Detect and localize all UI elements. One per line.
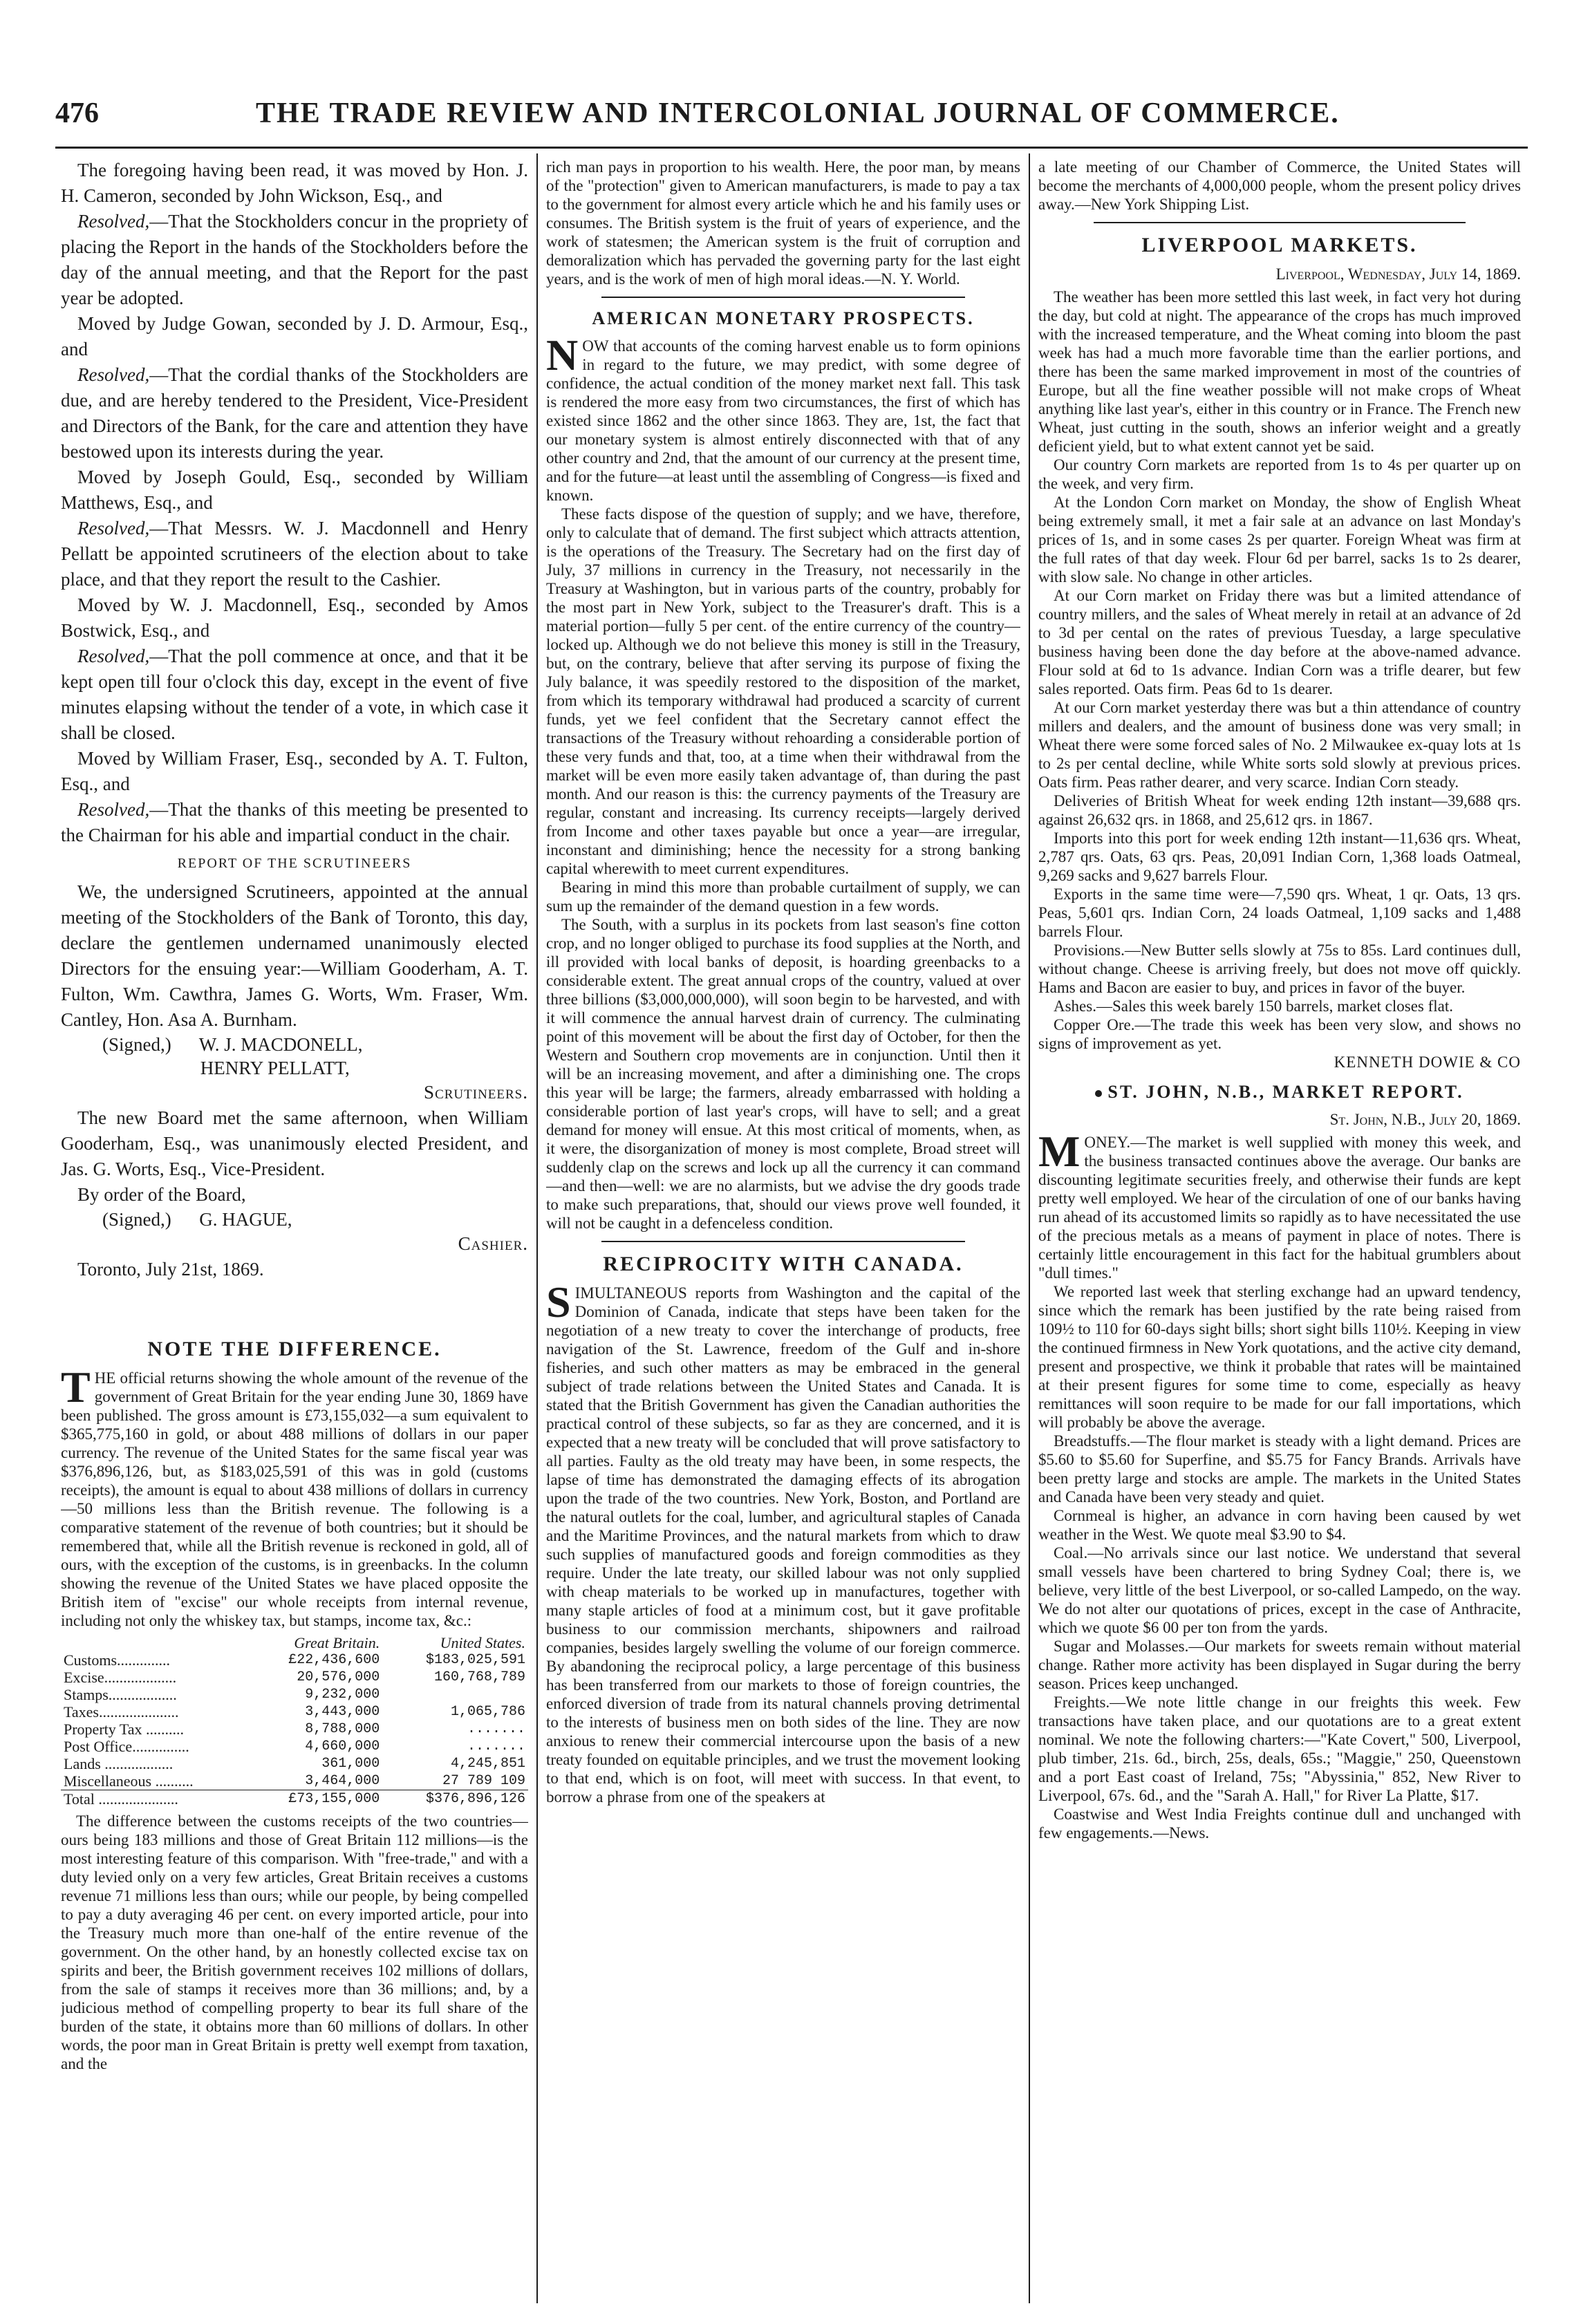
signature-title: Scrutineers. <box>424 1082 528 1103</box>
table-row <box>61 1738 528 1755</box>
total-us: $376,896,126 <box>382 1790 528 1808</box>
row-us: ....... <box>467 1739 525 1754</box>
table-row <box>61 1703 528 1721</box>
paragraph: The South, with a surplus in its pockets from last season's fine cotton crop, and no longer obliged to purchase its food supplies at the North, and ill provided with local banks of deposit, is hoarding greenbacks to a considerable extent. The great annual crops of the country, valued at over three billions ($3,000,000,000), will soon begin to be harvested, and with it will commence the annual harvest drain of currency. The culminating point of this movement will be about the first day of October, for then the Western and Southern crop movements are in conjunction. Until then it will be an increasing movement, and after a diminishing one. The crops this year will be large; the farmers, already embarrassed with holding a considerable portion of last year's crops, will have to sell; and a great demand for money will ensue. At this most critical of moments, when, as it were, the disorganization of money is most complete, Broad street will suddenly clap on the screws and lock up all the currency it can command—and then—well: we are no alarmists, but we advise the dry goods trade to make such preparations, that, should our views prove well founded, it will not be caught in a defenceless condition. <box>546 916 1020 1232</box>
paragraph: We reported last week that sterling exchange had an upward tendency, since which the remark has been justified by the rate being raised from 109½ to 110 for 60-days sight bills; short sight bills 110½. Keeping in view the continued firmness in New York quotations, and the active city demand, present and prospective, we think it probable that rates will be maintained at their present figures for some time to come, especially as heavy remittances will soon require to be made for our fall importations, which will probably be above the average. <box>1038 1283 1521 1431</box>
table-row <box>61 1772 528 1790</box>
row-gb: 4,660,000 <box>305 1739 380 1754</box>
paragraph: Our country Corn markets are reported from 1s to 4s per quarter up on the week, and very firm. <box>1038 456 1521 492</box>
paragraph: Bearing in mind this more than probable curtailment of supply, we can sum up the remainder of the demand question in a few words. <box>546 879 1020 915</box>
paragraph: These facts dispose of the question of supply; and we have, therefore, only to calculate that of demand. The first subject which attracts attention, is the operations of the Treasury. The Secretary had on the first day of July, 37 millions in currency in the Treasury, not necessarily in the Treasury at Washington, but in various parts of the country, probably for the most part in New York, subject to the Treasurer's draft. This is a material portion—fully 5 per cent. of the entire currency of the country—locked up. Although we do not believe this money is still in the Treasury, but, on the contrary, believe that after serving its purpose of fixing the July balance, it was speedily restored to the disposition of the market, from which its temporary withdrawal had produced a scarcity of current funds, yet we feel confident that the Secretary cannot effect the transactions of the Treasury without rehoarding a considerable portion of these very funds and that, too, at a time when their withdrawal from the market will be even more easily taken advantage of, than during the past month. And our reason is this: the currency payments of the Treasury are regular, constant and increasing. Its currency receipts—largely derived from Income and other taxes payable but once a year—are irregular, inconstant and diminishing; hence the necessity for a strong banking capital wherewith to meet current expenditures. <box>546 505 1020 877</box>
paragraph: The difference between the customs receipts of the two countries—ours being 183 millions and those of Great Britain 112 millions—is the most interesting feature of this comparison. With "free-trade," and with a duty levied only on a very few articles, Great Britain receives a customs revenue 71 millions less than ours; while our people, by being compelled to pay a duty averaging 46 per cent. on every imported article, pour into the Treasury much more than one-half of the entire revenue of the government. On the other hand, by an honestly collected excise tax on spirits and beer, the British government receives 102 millions of dollars, from the sale of stamps it receives more than 36 millions; and, by a judicious method of compelling property to bear its full share of the burden of the state, it obtains more than 60 millions of dollars. In other words, the poor man in Great Britain is pretty well exempt from taxation, and the <box>61 1812 528 2072</box>
row-gb: 3,464,000 <box>305 1773 380 1789</box>
signature-name: KENNETH DOWIE & CO <box>1334 1053 1521 1071</box>
paragraph: Coastwise and West India Freights continue dull and unchanged with few engagements.—News. <box>1038 1806 1521 1842</box>
revenue-table <box>61 1634 528 1808</box>
resolution-text: —That Messrs. W. J. Macdonnell and Henry Pellatt be appointed scrutineers of the election about to take place, and that they report the result to the Cashier. <box>61 518 528 590</box>
paragraph: Ashes.—Sales this week barely 150 barrels, market closes flat. <box>1054 997 1454 1015</box>
article-heading <box>1038 1081 1521 1103</box>
paragraph-text: IMULTANEOUS reports from Washington and the capital of the Dominion of Canada, indicate that steps have been taken for the negotiation of a new treaty to cover the interchange of products, free navigation of the St. Lawrence, freedom of the Gulf and in-shore fisheries, and such other matters as may be embraced in the general subject of trade relations between the United States and Canada. It is stated that the British Government has given the Canadian authorities the practical control of these subjects, so far as they are concerned, and it is expected that a new treaty will be concluded that will prove satisfactory to all parties. Faulty as the old treaty may have been, in some respects, the lapse of time has demonstrated the damaging effects of its abrogation upon the trade of the two countries. New York, Boston, and Portland are the natural outlets for the coal, lumber, and agricultural staples of Canada and the Maritime Provinces, and the natural markets from which to draw such supplies of manufactured goods and foreign commodities as they require. Under the late treaty, our skilled labour was not only supplied with cheap materials to be worked up in manufactures, together with many staple articles of food at a minimum cost, but it gave profitable business to our commission merchants, shipowners and railroad companies, besides largely swelling the volume of our foreign commerce. By abandoning the reciprocal policy, a large percentage of this business has been transferred from our markets to those of foreign countries, the enforced diversion of trade from its natural channels proving detrimental to the interests of business men on both sides of the line. They are now anxious to renew their commercial intercourse upon the basis of a new treaty founded on equitable principles, and we trust the movement looking to that end, which is on foot, will meet with success. In that event, to borrow a phrase from one of the speakers at <box>546 1284 1020 1806</box>
paragraph: Moved by William Fraser, Esq., seconded by A. T. Fulton, Esq., and <box>61 748 528 794</box>
resolution-text: —That the cordial thanks of the Stockholders are due, and are hereby tendered to the President, Vice-President and Directors of the Bank, for the care and attention they have bestowed upon its interests during the year. <box>61 364 528 462</box>
paragraph: Exports in the same time were—7,590 qrs. Wheat, 1 qr. Oats, 13 qrs. Peas, 5,601 qrs. Indian Corn, 24 loads Oatmeal, 1,109 sacks and 1,488 barrels Flour. <box>1038 885 1521 940</box>
paragraph: The weather has been more settled this last week, in fact very hot during the day, but cold at night. The appearance of the crops has much improved with the increased temperature, and the Wheat coming into bloom the past week has had a much more favorable time than the earlier portions, and there has been the same marked improvement in most of the countries of Europe, but all the fine weather possible will not make crops of Wheat anything like last year's, either in this country or in France. The French new Wheat, just cutting in the south, shows an inferior weight and a greatly deficient yield, but to what extent cannot yet be said. <box>1038 288 1521 455</box>
row-item: Property Tax .......... <box>64 1721 185 1738</box>
section-rule <box>601 1241 965 1242</box>
row-us: 160,768,789 <box>433 1669 525 1685</box>
paragraph: At our Corn market yesterday there was but a thin attendance of country millers and dealers, and the amount of business done was very small; in Wheat there were some forced sales of No. 2 Milwaukee ex-quay lots at 1s to 2s per cental decline, while White sorts sold slowly at previous prices. Oats firm. Peas rather dearer, and very scarce. Indian Corn steady. <box>1038 699 1521 791</box>
resolution-lead: Resolved, <box>77 364 150 385</box>
paragraph: Coal.—No arrivals since our last notice. We understand that several small vessels have been chartered to bring Sydney Coal; there is, we believe, very little of the best Liverpool, or so-called Lampedo, on the way. We do not alter our quotations of prices, except in the case of Anthracite, which we quote $6 00 per ton from the yards. <box>1038 1544 1521 1636</box>
article-heading-text: ST. JOHN, N.B., MARKET REPORT. <box>1107 1082 1464 1102</box>
table-header <box>61 1634 528 1651</box>
drop-cap: T <box>61 1362 91 1412</box>
paragraph <box>546 1277 1020 1806</box>
row-us: 27 789 109 <box>442 1773 525 1789</box>
paragraph: At our Corn market on Friday there was but a limited attendance of country millers, and the sales of Wheat merely in retail at an advance of 2d to 3d per cental on the rates of previous Tuesday, a large speculative business having been done the day before at the above-named advance. Flour sold at 6d to 1s advance. Indian Corn was a trifle dearer, but few sales reported. Oats firm. Peas 6d to 1s dearer. <box>1038 587 1521 697</box>
paragraph-text: HE official returns showing the whole amount of the revenue of the government of Great Britain for the year ending June 30, 1869 have been published. The gross amount is £73,155,032—a sum equivalent to $365,775,160 in gold, or about 488 millions of dollars in our paper currency. The revenue of the United States for the same fiscal year was $376,896,126, but, as $183,025,591 of this was in gold (customs receipts), the amount is equal to about 438 millions of dollars in currency—50 millions less than the British revenue. The following is a comparative statement of the revenue of both countries; but it should be remembered that, while all the British revenue is reckoned in gold, all of ours, with the exception of the customs, is in greenbacks. In the column showing the revenue of the United States we have placed opposite the British item of "excise" our whole receipts from internal revenue, including not only the whiskey tax, but stamps, income tax, &c.: <box>61 1369 528 1629</box>
signature-line: (Signed,) W. J. MACDONELL, <box>102 1034 363 1055</box>
paragraph-text: ONEY.—The market is well supplied with money this week, and the business transacted continues above the average. Our banks are discounting legitimate securities freely, and otherwise their funds are kept pretty well employed. We hear of the circulation of one of our banks having run ahead of its accustomed limits so rapidly as to have necessitated the use of the precious metals as a means of payment in place of notes. There is certainly little encouragement in this fact for the habitual grumblers about "dull times." <box>1038 1134 1521 1282</box>
article-heading: AMERICAN MONETARY PROSPECTS. <box>592 308 975 328</box>
article-heading: RECIPROCITY WITH CANADA. <box>603 1253 964 1275</box>
resolution <box>61 797 528 848</box>
drop-cap: M <box>1038 1127 1081 1176</box>
resolution <box>61 516 528 592</box>
table-row <box>61 1651 528 1669</box>
row-item: Post Office............... <box>64 1738 189 1755</box>
dateline: Toronto, July 21st, 1869. <box>77 1259 264 1280</box>
column-3 <box>1038 158 1521 1842</box>
paragraph: Imports into this port for week ending 12th instant—11,636 qrs. Wheat, 2,787 qrs. Oats, 63 qrs. Peas, 20,091 Indian Corn, 1,368 loads Oatmeal, 9,269 sacks and 9,627 barrels Flour. <box>1038 830 1521 884</box>
table-header-cell: United States. <box>440 1634 525 1651</box>
paragraph: Sugar and Molasses.—Our markets for sweets remain without material change. Rather more activity has been displayed in Sugar during the berry season. Prices keep unchanged. <box>1038 1638 1521 1692</box>
article-heading: NOTE THE DIFFERENCE. <box>147 1338 442 1360</box>
dateline: St. John, N.B., July 20, 1869. <box>1329 1111 1521 1128</box>
table-row <box>61 1669 528 1686</box>
table-row <box>61 1721 528 1738</box>
paragraph-text: OW that accounts of the coming harvest enable us to form opinions in regard to the future, we may predict, with some degree of confidence, the actual condition of the money market next fall. This task is rendered the more easy from two circumstances, the first of which has existed since 1862 and the other since 1863. They are, 1st, the fact that our monetary system is almost entirely disconnected with that of any other country and 2nd, that the amount of our currency at the present time, and for the future—at least until the assembling of Congress—is fixed and known. <box>546 337 1020 504</box>
row-gb: 8,788,000 <box>305 1721 380 1737</box>
row-us <box>382 1686 528 1703</box>
dateline: Liverpool, Wednesday, July 14, 1869. <box>1275 265 1521 283</box>
paragraph: Freights.—We note little change in our freights this week. Few transactions have taken place, and our quotations are to a great extent nominal. We note the following charters:—"Kate Covert," 500, Liverpool, plub timber, 21s. 6d., birch, 25s, deals, 65s.; "Maggie," 250, Queenstown and a port East coast of Ireland, 75s; "Abyssinia," 852, New River to Liverpool, 67s. 6d., and the "Sarah A. Hall," for River La Platte, $17. <box>1038 1694 1521 1804</box>
paragraph: Cornmeal is higher, an advance in corn having been caused by wet weather in the West. We quote meal $3.90 to $4. <box>1038 1507 1521 1543</box>
article-note-the-difference <box>61 1327 528 2073</box>
resolution <box>61 644 528 746</box>
table-header-cell <box>61 1634 248 1651</box>
paragraph: The foregoing having been read, it was moved by Hon. J. H. Cameron, seconded by John Wickson, Esq., and <box>61 160 528 206</box>
paragraph <box>61 1362 528 1630</box>
table-total-row <box>61 1790 528 1808</box>
resolution-lead: Resolved, <box>77 799 150 820</box>
drop-cap: N <box>546 330 579 379</box>
row-gb: £22,436,600 <box>288 1652 380 1668</box>
row-gb: 9,232,000 <box>305 1687 380 1703</box>
row-item: Miscellaneous .......... <box>64 1772 194 1790</box>
paragraph: By order of the Board, <box>77 1184 246 1205</box>
row-us: 4,245,851 <box>450 1756 525 1772</box>
paragraph: The new Board met the same afternoon, when William Gooderham, Esq., was unanimously elected President, and Jas. G. Worts, Esq., Vice-President. <box>61 1107 528 1179</box>
section-rule <box>1094 222 1466 223</box>
row-item: Taxes..................... <box>64 1703 179 1721</box>
journal-title: THE TRADE REVIEW AND INTERCOLONIAL JOURNAL OF COMMERCE. <box>256 97 1340 129</box>
signature-title: Cashier. <box>458 1233 528 1254</box>
paragraph <box>1038 1127 1521 1282</box>
row-gb: 361,000 <box>321 1756 380 1772</box>
column-divider-2 <box>1029 153 1030 2303</box>
column-2 <box>546 158 1020 1806</box>
resolution-lead: Resolved, <box>77 518 150 538</box>
row-us: $183,025,591 <box>425 1652 525 1668</box>
resolution-text: —That the poll commence at once, and that it be kept open till four o'clock this day, except in the event of five minutes elapsing without the tender of a vote, in which case it shall be closed. <box>61 646 528 743</box>
row-item: Excise................... <box>64 1669 177 1686</box>
resolution-lead: Resolved, <box>77 211 150 232</box>
resolution-text: —That the Stockholders concur in the propriety of placing the Report in the hands of the Stockholders before the day of the annual meeting, and that the Report for the past year be adopted. <box>61 211 528 308</box>
paragraph: Breadstuffs.—The flour market is steady with a light demand. Prices are $5.60 to $5.60 for Superfine, and $5.75 for Fancy Brands. Arrivals have been pretty large and stocks are ample. The markets in the United States and Canada have been very steady and quiet. <box>1038 1432 1521 1506</box>
paragraph <box>546 330 1020 505</box>
paragraph: Provisions.—New Butter sells slowly at 75s to 85s. Lard continues dull, without change. Cheese is arriving freely, but does not move off quickly. Hams and Bacon are easier to buy, and prices in favor of the buyer. <box>1038 941 1521 996</box>
paragraph: Moved by W. J. Macdonnell, Esq., seconded by Amos Bostwick, Esq., and <box>61 594 528 641</box>
table-row <box>61 1686 528 1703</box>
paragraph: Moved by Judge Gowan, seconded by J. D. Armour, Esq., and <box>61 313 528 359</box>
section-rule <box>601 297 965 298</box>
resolution-text: —That the thanks of this meeting be presented to the Chairman for his able and impartial conduct in the chair. <box>61 799 528 845</box>
row-item: Stamps.................. <box>64 1686 177 1703</box>
paragraph: We, the undersigned Scrutineers, appointed at the annual meeting of the Stockholders of the Bank of Toronto, this day, declare the gentlemen undernamed unanimously elected Directors for the ensuing year:—William Gooderham, A. T. Fulton, Wm. Cawthra, James G. Worts, Wm. Fraser, Wm. Cantley, Hon. Asa A. Burnham. <box>61 881 528 1030</box>
total-gb: £73,155,000 <box>248 1790 382 1808</box>
table-row <box>61 1755 528 1772</box>
article-heading: LIVERPOOL MARKETS. <box>1141 234 1418 256</box>
total-item: Total ..................... <box>61 1790 248 1808</box>
resolution <box>61 209 528 311</box>
scrutineers-heading: REPORT OF THE SCRUTINEERS <box>177 856 412 871</box>
drop-cap: S <box>546 1277 571 1327</box>
paragraph: rich man pays in proportion to his wealth. Here, the poor man, by means of the "protection" given to American manufacturers, is made to pay a tax to the government for almost every article which he and his family uses or consumes. The British system is the fruit of years of experience, and the work of statesmen; the American system is the fruit of corruption and demoralization which has pervaded the governing party for the last eight years, and is the work of men of high moral ideas.—N. Y. World. <box>546 158 1020 288</box>
signature-line: (Signed,) G. HAGUE, <box>102 1209 292 1230</box>
resolution-lead: Resolved, <box>77 646 150 666</box>
row-us: 1,065,786 <box>450 1704 525 1720</box>
paragraph: Deliveries of British Wheat for week ending 12th instant—39,688 qrs. against 26,632 qrs. in 1868, and 25,612 qrs. in 1867. <box>1038 792 1521 828</box>
page-number: 476 <box>55 97 99 129</box>
header-rule <box>55 147 1528 149</box>
paragraph: Moved by Joseph Gould, Esq., seconded by William Matthews, Esq., and <box>61 467 528 513</box>
row-us: ....... <box>467 1721 525 1737</box>
table-header-cell: Great Britain. <box>294 1634 380 1651</box>
row-gb: 3,443,000 <box>305 1704 380 1720</box>
paragraph: At the London Corn market on Monday, the show of English Wheat being extremely small, it met a fair sale at an advance on last Monday's prices of 1s, and in some cases 2s per quarter. Foreign Wheat was firm at the full rates of that day week. Flour 6d per barrel, sacks 1s to 2s dearer, with slow sale. No change in other articles. <box>1038 494 1521 585</box>
column-divider-1 <box>536 153 538 2303</box>
row-gb: 20,576,000 <box>297 1669 380 1685</box>
paragraph: a late meeting of our Chamber of Commerce, the United States will become the merchants of 4,000,000 people, whom the present policy drives away.—New York Shipping List. <box>1038 158 1521 213</box>
row-item: Lands .................. <box>64 1755 174 1772</box>
page-header <box>55 97 1528 138</box>
bullet-icon <box>1095 1090 1102 1097</box>
paragraph: Copper Ore.—The trade this week has been very slow, and shows no signs of improvement as yet. <box>1038 1016 1521 1052</box>
row-item: Customs.............. <box>64 1651 171 1669</box>
resolution <box>61 362 528 465</box>
column-1 <box>61 158 528 1282</box>
signature-line: HENRY PELLATT, <box>102 1058 350 1078</box>
